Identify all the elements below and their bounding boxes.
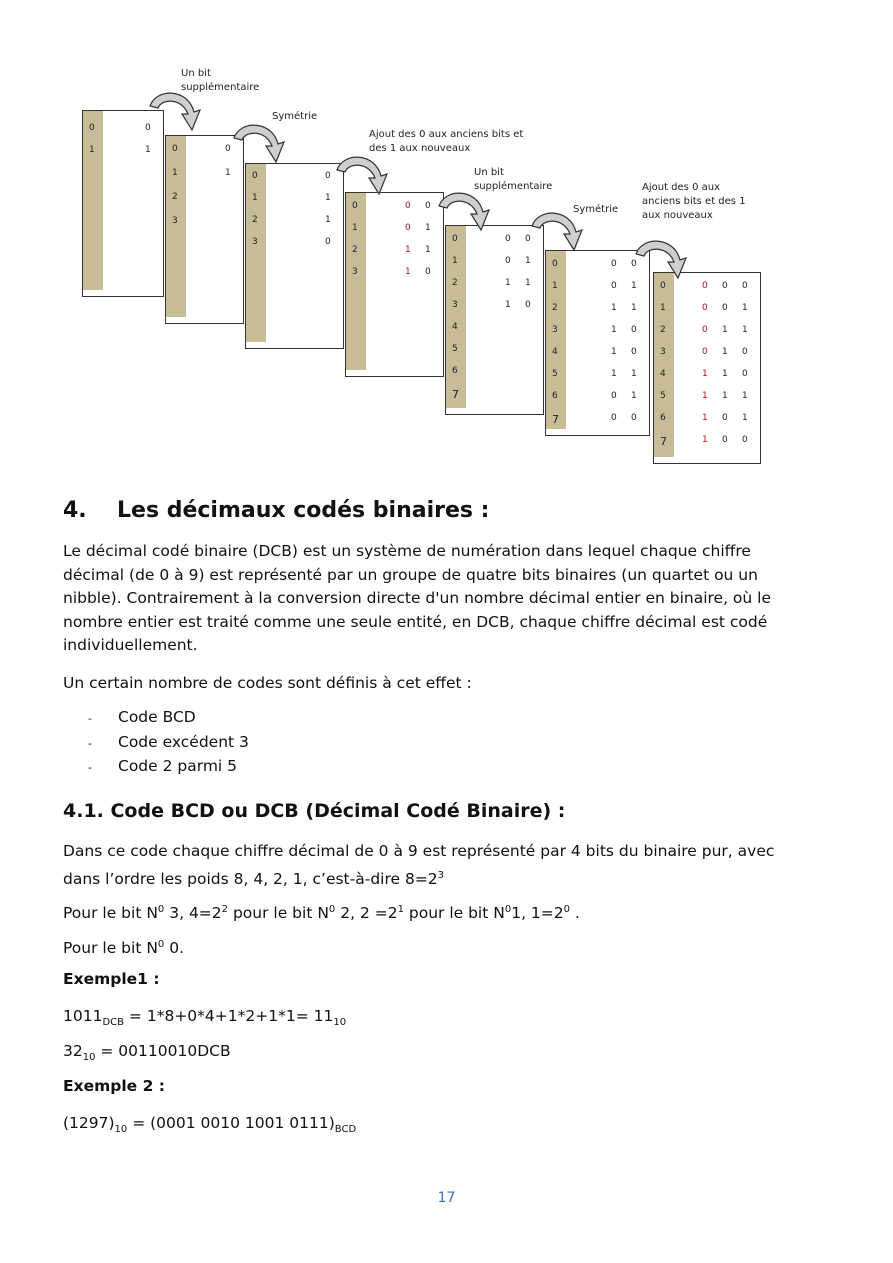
diagram-annotation: Un bit supplémentaire	[181, 68, 260, 93]
decimal-digit: 2	[172, 192, 178, 202]
code-bit: 1	[405, 245, 411, 255]
code-bit: 0	[722, 413, 728, 423]
subscript: 10	[82, 1052, 96, 1064]
gray-code-table	[345, 192, 444, 377]
code-bit: 0	[225, 144, 231, 154]
section-title: Les décimaux codés binaires :	[117, 498, 490, 523]
code-bit: 1	[702, 413, 708, 423]
code-bit: 0	[722, 281, 728, 291]
decimal-digit: 1	[89, 145, 95, 155]
code-bit: 1	[742, 391, 748, 401]
decimal-digit: 5	[552, 369, 558, 379]
decimal-digit: 1	[552, 281, 558, 291]
subscript: DCB	[102, 1017, 124, 1029]
code-bit: 1	[145, 145, 151, 155]
decimal-digit: 1	[352, 223, 358, 233]
decimal-digit: 4	[552, 347, 558, 357]
decimal-digit: 4	[452, 322, 458, 332]
decimal-digit: 0	[352, 201, 358, 211]
code-bit: 1	[611, 325, 617, 335]
curved-arrow-icon	[232, 118, 288, 166]
code-bit: 1	[325, 215, 331, 225]
code-bit: 0	[611, 413, 617, 423]
code-bit: 1	[631, 281, 637, 291]
text: Pour le bit N	[63, 904, 158, 923]
decimal-digit: 1	[172, 168, 178, 178]
decimal-digit: 6	[452, 366, 458, 376]
code-bit: 0	[631, 259, 637, 269]
code-bit: 0	[631, 325, 637, 335]
code-bit: 1	[722, 391, 728, 401]
codes-list	[88, 706, 249, 780]
code-bit: 0	[742, 347, 748, 357]
codes-intro: Un certain nombre de codes sont définis à cet effet :	[63, 674, 472, 692]
bit-zero-line	[63, 933, 184, 960]
text: pour le bit N	[403, 904, 505, 923]
code-bit: 0	[611, 259, 617, 269]
decimal-digit: 1	[660, 303, 666, 313]
diagram-annotation: Symétrie	[272, 111, 318, 122]
digit-column	[246, 164, 266, 342]
code-bit: 1	[702, 369, 708, 379]
code-bit: 0	[702, 303, 708, 313]
code-bit: 1	[631, 303, 637, 313]
decimal-digit: 3	[660, 347, 666, 357]
code-bit: 0	[702, 325, 708, 335]
section-4-heading	[63, 498, 489, 523]
decimal-digit: 0	[89, 123, 95, 133]
digit-column	[546, 251, 566, 429]
section-4-1-heading: 4.1. Code BCD ou DCB (Décimal Codé Binaire) :	[63, 800, 566, 822]
bcd-description	[63, 840, 803, 891]
code-bit: 1	[631, 391, 637, 401]
text: 3, 4=2	[164, 904, 222, 923]
superscript: 0	[328, 904, 336, 915]
code-bit: 0	[742, 435, 748, 445]
code-bit: 1	[742, 325, 748, 335]
curved-arrow-icon	[335, 150, 391, 198]
code-bit: 1	[702, 391, 708, 401]
list-item	[88, 755, 249, 780]
diagram-annotation: Un bit supplémentaire	[474, 167, 553, 192]
decimal-digit: 2	[252, 215, 258, 225]
decimal-digit: 3	[352, 267, 358, 277]
decimal-digit: 5	[452, 344, 458, 354]
text: (1297)	[63, 1114, 115, 1132]
example-2-title: Exemple 2 :	[63, 1077, 165, 1095]
code-bit: 1	[722, 369, 728, 379]
diagram-annotation: Ajout des 0 aux anciens bits et des 1 aux nouveaux	[642, 182, 746, 221]
decimal-digit: 2	[352, 245, 358, 255]
superscript: 0	[504, 904, 512, 915]
decimal-digit: 3	[552, 325, 558, 335]
gray-code-table	[82, 110, 164, 297]
page-number: 17	[437, 1190, 456, 1206]
code-bit: 1	[525, 256, 531, 266]
code-bit: 0	[742, 369, 748, 379]
code-bit: 0	[505, 234, 511, 244]
decimal-digit: 0	[552, 259, 558, 269]
superscript: 0	[157, 939, 165, 950]
code-bit: 1	[611, 303, 617, 313]
code-bit: 1	[742, 303, 748, 313]
curved-arrow-icon	[437, 186, 493, 234]
code-bit: 1	[505, 300, 511, 310]
text: Dans ce code chaque chiffre décimal de 0 à 9 est représenté par 4 bits du binaire pur, avec dans l’ordre les poids 8, 4, 2, 1, c’est-à-dire 8=2	[63, 842, 775, 888]
code-bit: 0	[505, 256, 511, 266]
text: pour le bit N	[228, 904, 329, 923]
text: = 1*8+0*4+1*2+1*1= 11	[124, 1007, 334, 1025]
code-bit: 1	[611, 347, 617, 357]
decimal-digit: 0	[660, 281, 666, 291]
code-bit: 0	[325, 171, 331, 181]
code-bit: 0	[425, 267, 431, 277]
code-bit: 1	[702, 435, 708, 445]
code-bit: 0	[631, 413, 637, 423]
example-1-title: Exemple1 :	[63, 970, 160, 988]
code-bit: 0	[742, 281, 748, 291]
curved-arrow-icon	[530, 206, 586, 254]
diagram-annotation: Ajout des 0 aux anciens bits et des 1 aux nouveaux	[369, 129, 524, 154]
code-bit: 0	[525, 234, 531, 244]
code-bit: 0	[525, 300, 531, 310]
decimal-digit: 7	[452, 388, 459, 401]
superscript: 0	[563, 904, 571, 915]
subscript: 10	[333, 1017, 347, 1029]
list-item-label: Code 2 parmi 5	[118, 757, 238, 775]
decimal-digit: 2	[552, 303, 558, 313]
code-bit: 1	[631, 369, 637, 379]
text: .	[570, 904, 580, 923]
gray-code-table	[653, 272, 761, 464]
text: 2, 2 =2	[335, 904, 398, 923]
text: 1, 1=2	[511, 904, 564, 923]
subscript: BCD	[334, 1124, 357, 1136]
decimal-digit: 3	[172, 216, 178, 226]
curved-arrow-icon	[148, 86, 204, 134]
decimal-digit: 7	[552, 413, 559, 426]
decimal-digit: 1	[252, 193, 258, 203]
code-bit: 0	[722, 303, 728, 313]
superscript: 0	[157, 904, 165, 915]
list-bullet: -	[88, 761, 92, 774]
code-bit: 1	[505, 278, 511, 288]
digit-column	[83, 111, 103, 290]
code-bit: 1	[722, 347, 728, 357]
code-bit: 1	[425, 223, 431, 233]
digit-column	[346, 193, 366, 370]
decimal-digit: 0	[172, 144, 178, 154]
digit-column	[446, 226, 466, 408]
code-bit: 1	[425, 245, 431, 255]
list-item	[88, 731, 249, 756]
code-bit: 1	[611, 369, 617, 379]
decimal-digit: 4	[660, 369, 666, 379]
code-bit: 0	[425, 201, 431, 211]
code-bit: 0	[611, 281, 617, 291]
text: = (0001 0010 1001 0111)	[127, 1114, 335, 1132]
decimal-digit: 6	[552, 391, 558, 401]
decimal-digit: 3	[452, 300, 458, 310]
example-2-line	[63, 1112, 356, 1141]
decimal-digit: 3	[252, 237, 258, 247]
decimal-digit: 2	[452, 278, 458, 288]
digit-column	[654, 273, 674, 457]
text: 1011	[63, 1007, 103, 1025]
curved-arrow-icon	[634, 234, 690, 282]
text: Pour le bit N	[63, 939, 158, 958]
code-bit: 0	[145, 123, 151, 133]
code-bit: 0	[702, 281, 708, 291]
text: = 00110010DCB	[95, 1042, 231, 1060]
superscript: 3	[437, 869, 445, 881]
code-bit: 1	[225, 168, 231, 178]
decimal-digit: 1	[452, 256, 458, 266]
code-bit: 0	[611, 391, 617, 401]
section-number: 4.	[63, 498, 87, 523]
example-1-line-2	[63, 1040, 231, 1069]
list-bullet: -	[88, 736, 92, 750]
code-bit: 0	[702, 347, 708, 357]
list-item-label: Code excédent 3	[118, 732, 249, 751]
superscript: 2	[221, 904, 229, 915]
list-bullet: -	[88, 712, 92, 725]
decimal-digit: 0	[252, 171, 258, 181]
decimal-digit: 2	[660, 325, 666, 335]
subscript: 10	[114, 1124, 128, 1136]
decimal-digit: 5	[660, 391, 666, 401]
bit-weights-line	[63, 898, 580, 925]
code-bit: 0	[405, 201, 411, 211]
digit-column	[166, 136, 186, 317]
decimal-digit: 0	[452, 234, 458, 244]
list-item	[88, 706, 249, 731]
gray-code-table	[245, 163, 344, 349]
text: 32	[63, 1042, 83, 1060]
code-bit: 0	[631, 347, 637, 357]
code-bit: 1	[405, 267, 411, 277]
list-item-label: Code BCD	[118, 708, 196, 726]
code-bit: 1	[325, 193, 331, 203]
code-bit: 1	[525, 278, 531, 288]
text: 0.	[164, 939, 185, 958]
code-bit: 0	[405, 223, 411, 233]
diagram-annotation: Symétrie	[573, 204, 619, 215]
decimal-digit: 6	[660, 413, 666, 423]
decimal-digit: 7	[660, 435, 667, 448]
section-4-intro: Le décimal codé binaire (DCB) est un système de numération dans lequel chaque chiffre décimal (de 0 à 9) est représenté par un groupe de quatre bits binaires (un quartet ou un nibble). Contrairement à la conversion directe d'un nombre décimal entier en binaire, où le nombre entier est traité comme une seule entité, en DCB, chaque chiffre décimal est codé individuellement.	[63, 542, 772, 654]
example-1-line-1	[63, 1005, 346, 1034]
code-bit: 1	[722, 325, 728, 335]
code-bit: 0	[722, 435, 728, 445]
superscript: 1	[397, 904, 404, 915]
code-bit: 0	[325, 237, 331, 247]
code-bit: 1	[742, 413, 748, 423]
